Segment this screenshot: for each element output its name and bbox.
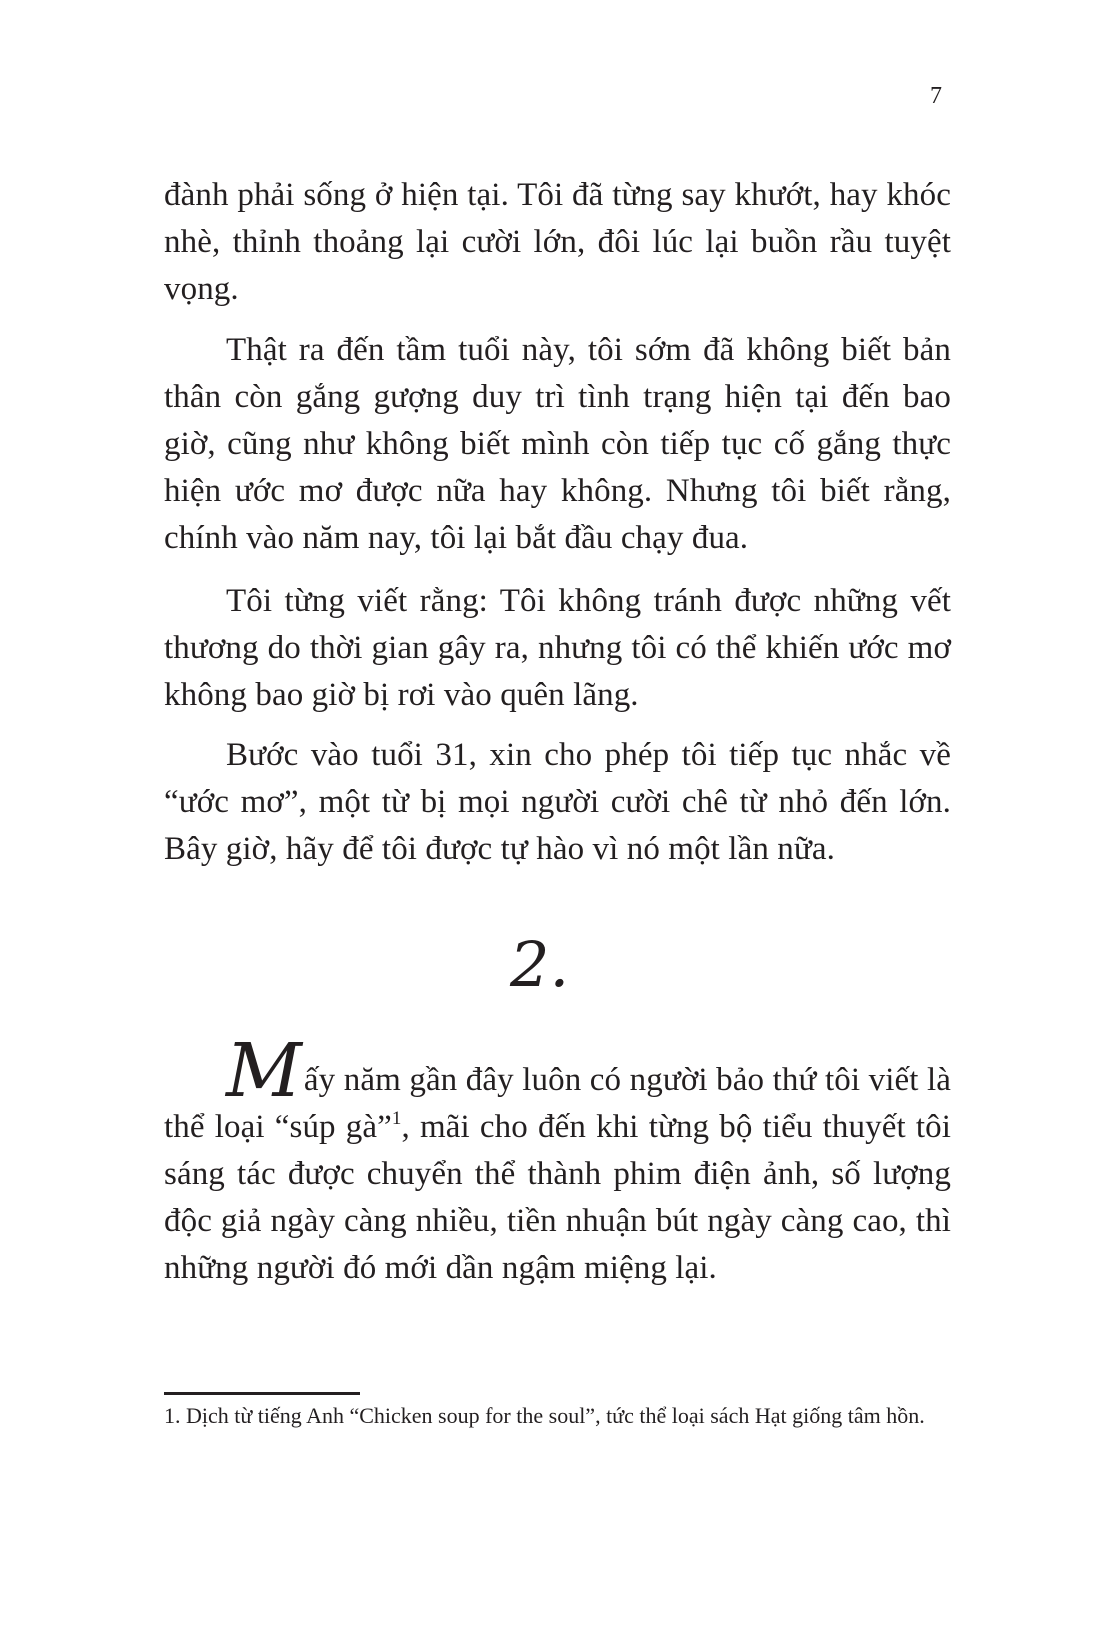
paragraph-2 [164, 327, 951, 562]
paragraph-text: Thật ra đến tầm tuổi này, tôi sớm đã không biết bản thân còn gắng gượng duy trì tình trạng hiện tại đến bao giờ, cũng như không biết mình còn tiếp tục cố gắng thực hiện ước mơ được nữa hay không. Nhưng tôi biết rằng, chính vào năm nay, tôi lại bắt đầu chạy đua. [164, 332, 951, 556]
paragraph-text: Bước vào tuổi 31, xin cho phép tôi tiếp tục nhắc về “ước mơ”, một từ bị mọi người cười chê từ nhỏ đến lớn. Bây giờ, hãy để tôi được tự hào vì nó một lần nữa. [164, 737, 951, 867]
paragraph-3 [164, 578, 951, 719]
section-heading: 2. [510, 928, 570, 1001]
paragraph-continuation [164, 172, 951, 313]
footnote-reference[interactable]: 1 [391, 1108, 402, 1129]
paragraph-text: Tôi từng viết rằng: Tôi không tránh được những vết thương do thời gian gây ra, nhưng tôi có thể khiến ước mơ không bao giờ bị rơi vào quên lãng. [164, 583, 951, 713]
footnote: 1. Dịch từ tiếng Anh “Chicken soup for the soul”, tức thể loại sách Hạt giống tâm hồn. [164, 1403, 925, 1428]
page-number: 7 [930, 83, 942, 109]
footnote-separator [164, 1392, 360, 1395]
paragraph-text-start: ấy năm gần đây luôn có người bảo thứ tôi viết là thể loại “súp gà” [164, 1062, 951, 1145]
paragraph-4 [164, 732, 951, 873]
paragraph-text: đành phải sống ở hiện tại. Tôi đã từng say khướt, hay khóc nhè, thỉnh thoảng lại cười lớn, đôi lúc lại buồn rầu tuyệt vọng. [164, 177, 951, 307]
paragraph-text-end: , mãi cho đến khi từng bộ tiểu thuyết tôi sáng tác được chuyển thể thành phim điện ảnh, số lượng độc giả ngày càng nhiều, tiền nhuận bút ngày càng cao, thì những người đó mới dần ngậm miệng lại. [164, 1109, 951, 1286]
drop-cap-letter: M [226, 1028, 302, 1114]
section-opening-paragraph [164, 1028, 951, 1292]
paragraph-with-dropcap [164, 1028, 951, 1292]
